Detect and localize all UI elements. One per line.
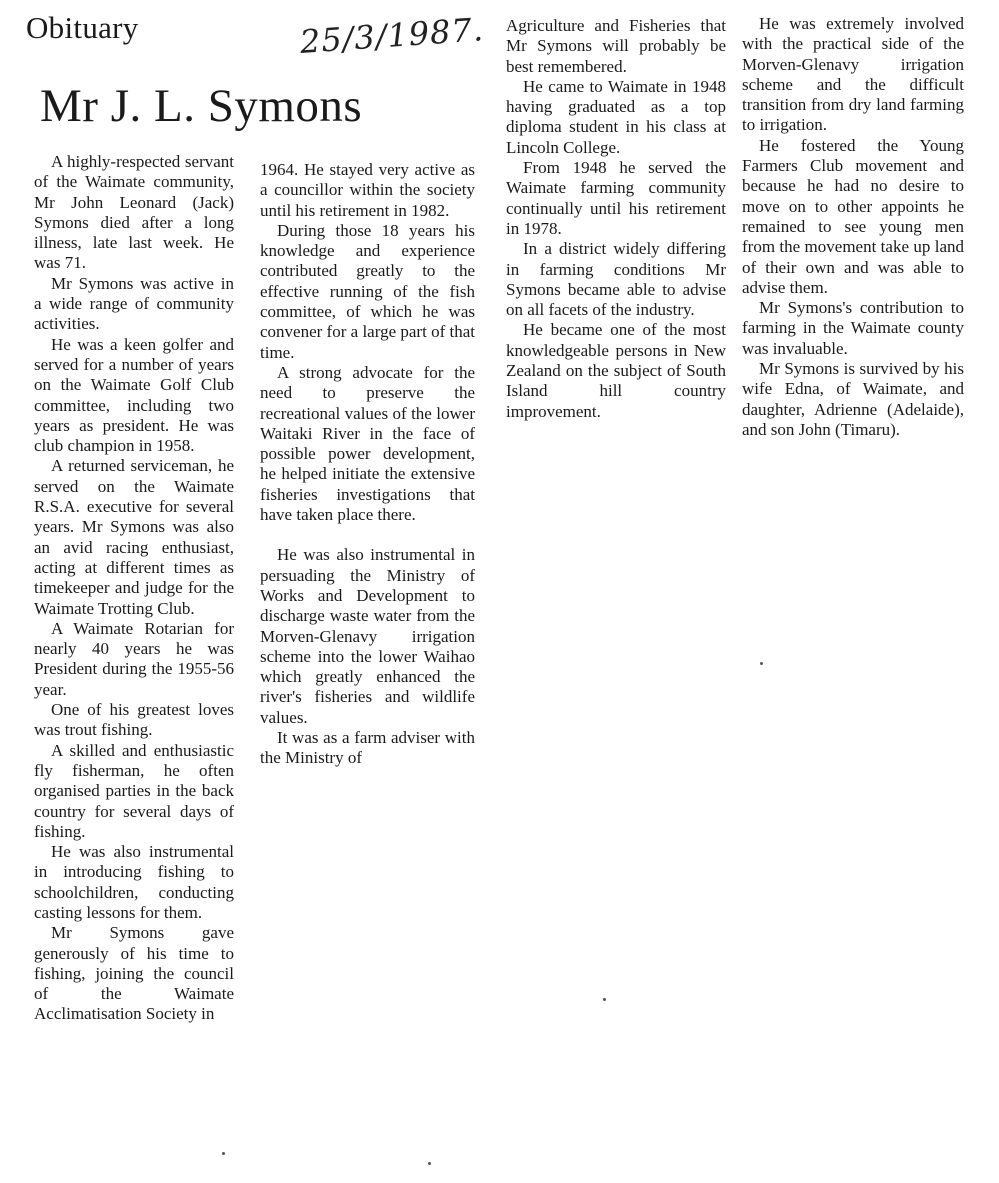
- paragraph: Mr Symons gave generously of his time to fishing, joining the council of the Waimate Acclimatisation Society in: [34, 923, 234, 1024]
- article-column-4: [742, 14, 964, 440]
- paragraph: 1964. He stayed very active as a councillor within the society until his retirement in 1982.: [260, 160, 475, 220]
- paragraph: It was as a farm adviser with the Ministry of: [260, 728, 475, 768]
- article-column-2: [260, 160, 475, 769]
- article-column-1: [34, 152, 234, 1025]
- paragraph: One of his greatest loves was trout fishing.: [34, 700, 234, 740]
- paragraph: A returned serviceman, he served on the Waimate R.S.A. executive for several years. Mr Symons was also an avid racing enthusiast, acting at different times as timekeeper and judge for the Waimate Trotting Club.: [34, 456, 234, 618]
- paragraph: Mr Symons's contribution to farming in the Waimate county was invaluable.: [742, 298, 964, 358]
- paragraph: Agriculture and Fisheries that Mr Symons will probably be best remembered.: [506, 16, 726, 76]
- section-label: Obituary: [26, 10, 139, 45]
- paragraph: A highly-respected servant of the Waimate community, Mr John Leonard (Jack) Symons died after a long illness, late last week. He was 71.: [34, 152, 234, 273]
- scan-speck: [760, 662, 763, 665]
- paragraph: Mr Symons was active in a wide range of community activities.: [34, 273, 234, 334]
- scan-speck: [222, 1152, 225, 1155]
- paragraph: He was a keen golfer and served for a number of years on the Waimate Golf Club committee, including two years as president. He was club champion in 1958.: [34, 334, 234, 456]
- paragraph: A strong advocate for the need to preserve the recreational values of the lower Waitaki River in the face of possible power development, he helped initiate the extensive fisheries investigations that have taken place there.: [260, 362, 475, 525]
- paragraph: He was extremely involved with the practical side of the Morven-Glenavy irrigation scheme and the difficult transition from dry land farming to irrigation.: [742, 14, 964, 135]
- paragraph: He was also instrumental in introducing fishing to schoolchildren, conducting casting lessons for them.: [34, 842, 234, 922]
- headline: Mr J. L. Symons: [40, 80, 363, 132]
- article-column-3: [506, 16, 726, 422]
- scan-speck: [428, 1162, 431, 1165]
- paragraph: During those 18 years his knowledge and experience contributed greatly to the effective running of the fish committee, of which he was convener for a large part of that time.: [260, 220, 475, 362]
- paragraph: He came to Waimate in 1948 having graduated as a top diploma student in his class at Lincoln College.: [506, 76, 726, 157]
- paragraph: A skilled and enthusiastic fly fisherman, he often organised parties in the back country for several days of fishing.: [34, 740, 234, 841]
- scan-speck: [603, 998, 606, 1001]
- paragraph: Mr Symons is survived by his wife Edna, of Waimate, and daughter, Adrienne (Adelaide), and son John (Timaru).: [742, 359, 964, 439]
- paragraph: A Waimate Rotarian for nearly 40 years he was President during the 1955-56 year.: [34, 618, 234, 699]
- paragraph: He became one of the most knowledgeable persons in New Zealand on the subject of South Island hill country improvement.: [506, 320, 726, 421]
- paragraph: In a district widely differing in farming conditions Mr Symons became able to advise on all facets of the industry.: [506, 239, 726, 320]
- paragraph: He fostered the Young Farmers Club movement and because he had no desire to move on to other appoints he remained to see young men from the movement take up land of their own and was able to advise them.: [742, 135, 964, 297]
- handwritten-date: 25/3/1987.: [298, 10, 486, 61]
- paragraph: He was also instrumental in persuading the Ministry of Works and Development to discharge waste water from the Morven-Glenavy irrigation scheme into the lower Waihao which greatly enhanced the river's fisheries and wildlife values.: [260, 545, 475, 727]
- paragraph: From 1948 he served the Waimate farming community continually until his retirement in 1978.: [506, 158, 726, 238]
